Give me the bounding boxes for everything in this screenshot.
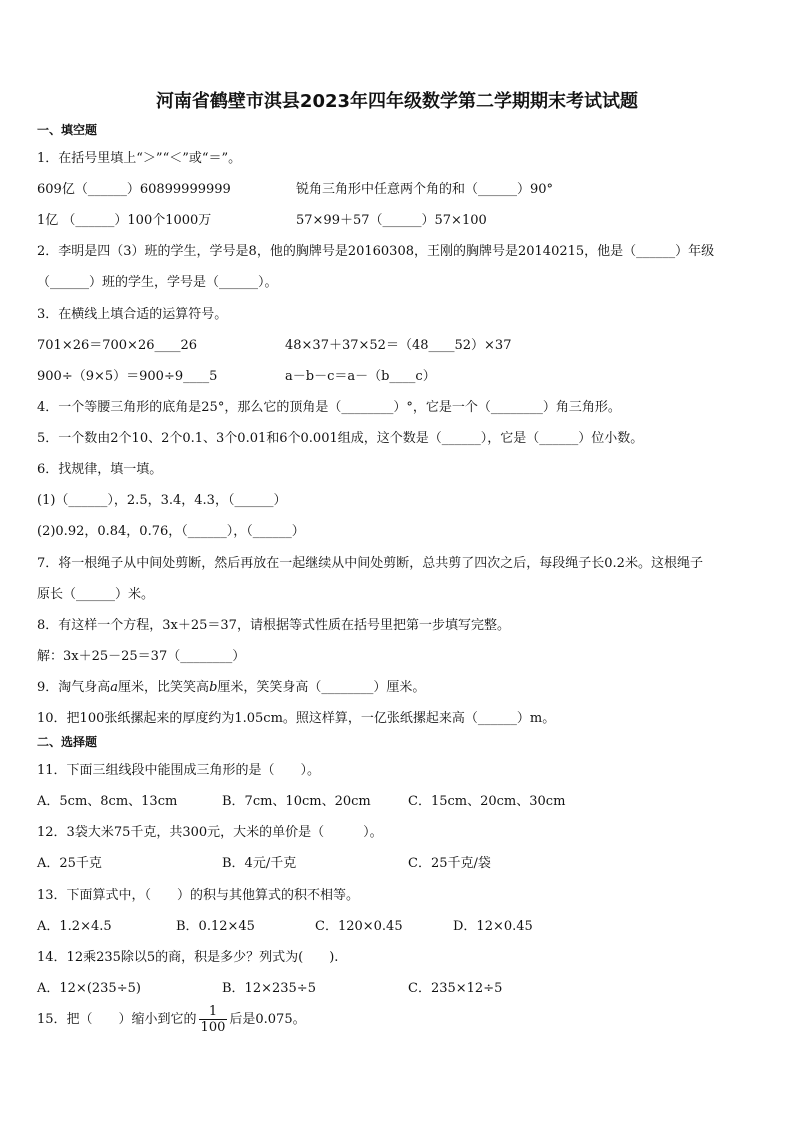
q3-row1-left: 701×26＝700×26____26 [37,338,198,353]
q14-option-b: B．12×235÷5 [222,981,316,996]
q6-part2: (2)0.92，0.84，0.76，（______），（______） [37,524,305,539]
q13-option-d: D．12×0.45 [453,919,533,934]
q15-fraction-numerator: 1 [208,1004,218,1019]
q6-stem: 6．找规律，填一填。 [37,462,163,477]
q13-option-a: A．1.2×4.5 [37,919,112,934]
q3-row2-right: a－b－c＝a－（b____c） [285,369,436,384]
section-fill-heading: 一、填空题 [37,123,98,137]
q14-option-c: C．235×12÷5 [408,981,503,996]
q1-row2-right: 57×99＋57（______）57×100 [296,213,487,228]
page-title: 河南省鹤壁市淇县2023年四年级数学第二学期期末考试试题 [155,91,639,112]
q12-stem: 12．3袋大米75千克，共300元，大米的单价是（ ）。 [37,825,383,840]
q11-option-b: B．7cm、10cm、20cm [222,794,371,809]
q5: 5．一个数由2个10、2个0.1、3个0.01和6个0.001组成，这个数是（______），它是（______）位小数。 [37,431,644,446]
q3-row2-left: 900÷（9×5）＝900÷9____5 [37,369,218,384]
q9-var-a: a [110,680,119,695]
q9 [37,676,425,695]
q1-stem: 1．在括号里填上“＞”“＜”或“＝”。 [37,151,242,166]
q3-row1-right: 48×37＋37×52＝（48____52）×37 [285,338,512,353]
q1-row1-right: 锐角三角形中任意两个角的和（______）90° [296,182,554,197]
q9-part1: 9．淘气身高 [37,680,111,695]
q12-option-b: B．4元/千克 [222,856,297,871]
q12-option-a: A．25千克 [37,856,102,871]
q10: 10．把100张纸摞起来的厚度约为1.05cm。照这样算，一亿张纸摞起来高（______）m。 [37,711,556,726]
q13-option-c: C．120×0.45 [315,919,403,934]
q11-option-c: C．15cm、20cm、30cm [408,794,566,809]
q8-stem: 8．有这样一个方程，3x＋25＝37，请根据等式性质在括号里把第一步填写完整。 [37,618,510,633]
q11-option-a: A．5cm、8cm、13cm [37,794,178,809]
q14-option-a: A．12×(235÷5) [37,981,141,996]
q14-stem: 14．12乘235除以5的商，积是多少？列式为( ). [37,950,339,965]
q13-option-b: B．0.12×45 [176,919,255,934]
q1-row1-left: 609亿（______）60899999999 [37,182,231,197]
q6-part1: (1)（______），2.5，3.4，4.3，（______） [37,493,287,508]
q2-line2: （______）班的学生，学号是（______）。 [37,275,278,290]
q15-part1: 15．把（ ）缩小到它的 [37,1012,197,1027]
q15-fraction [199,1004,228,1035]
q11-stem: 11．下面三组线段中能围成三角形的是（ ）。 [37,763,321,778]
q12-option-c: C．25千克/袋 [408,856,491,871]
q7-line2: 原长（______）米。 [37,587,155,602]
q4: 4．一个等腰三角形的底角是25°，那么它的顶角是（________）°，它是一个（________）角三角形。 [37,400,621,415]
q15-fraction-denominator: 100 [200,1020,226,1035]
q9-part2: 厘米，比笑笑高 [118,680,210,695]
q15 [37,1004,306,1035]
q7-line1: 7．将一根绳子从中间处剪断，然后再放在一起继续从中间处剪断，总共剪了四次之后，每段绳子长0.2米。这根绳子 [37,556,703,571]
q1-row2-left: 1亿 （______）100个1000万 [37,213,212,228]
section-choice-heading: 二、选择题 [37,735,98,749]
q8-step: 解：3x＋25－25＝37（________） [37,649,246,664]
q9-var-b: b [209,680,218,695]
q13-stem: 13．下面算式中，（ ）的积与其他算式的积不相等。 [37,888,360,903]
q2-line1: 2．李明是四（3）班的学生，学号是8，他的胸牌号是20160308，王刚的胸牌号是20140215，他是（______）年级 [37,244,715,259]
q15-part2: 后是0.075。 [229,1012,306,1027]
q9-part3: 厘米，笑笑身高（________）厘米。 [217,680,426,695]
q3-stem: 3．在横线上填合适的运算符号。 [37,307,228,322]
